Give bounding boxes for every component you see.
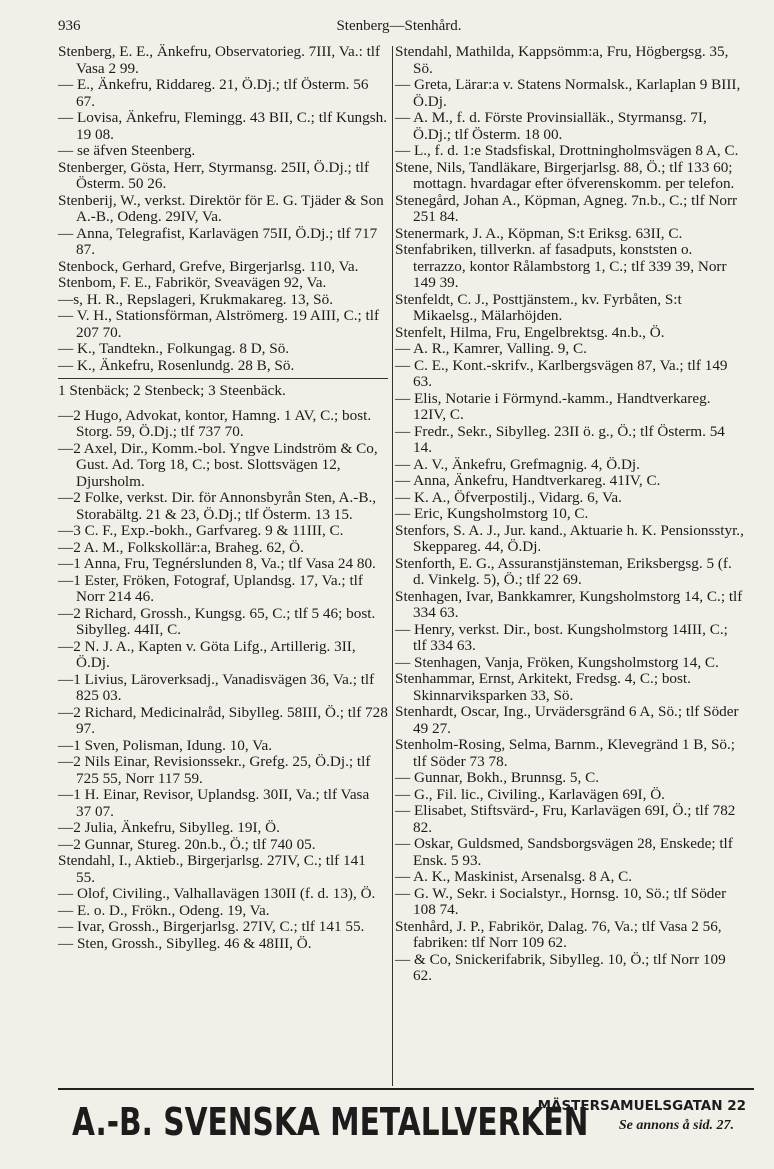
directory-entry: Stenforth, E. G., Assuranstjänsteman, Eriksbergsg. 5 (f. d. Vinkelg. 5), Ö.; tlf 22 69. [395, 554, 732, 588]
directory-entry: — L., f. d. 1:e Stadsfiskal, Drottningholmsvägen 8 A, C. [395, 142, 739, 159]
directory-entry: —1 Anna, Fru, Tegnérslunden 8, Va.; tlf Vasa 24 80. [58, 555, 376, 572]
directory-entry: —2 Nils Einar, Revisionssekr., Grefg. 25, Ö.Dj.; tlf 725 55, Norr 117 59. [58, 753, 371, 787]
directory-entry: Stenholm-Rosing, Selma, Barnm., Klevegränd 1 B, Sö.; tlf Söder 73 78. [395, 736, 736, 770]
directory-entry: —1 Ester, Fröken, Fotograf, Uplandsg. 17, Va.; tlf Norr 214 46. [58, 571, 363, 605]
directory-entry: — K., Tandtekn., Folkungag. 8 D, Sö. [58, 340, 290, 357]
left-entries [58, 44, 388, 374]
directory-entry: — Fredr., Sekr., Sibylleg. 23II ö. g., Ö.; tlf Österm. 54 14. [395, 422, 725, 456]
directory-entry: — Olof, Civiling., Valhallavägen 130II (f. d. 13), Ö. [58, 885, 376, 902]
directory-entry: — Eric, Kungsholmstorg 10, C. [395, 505, 589, 522]
directory-entry: — Henry, verkst. Dir., bost. Kungsholmstorg 14III, C.; tlf 334 63. [395, 620, 728, 654]
directory-entry: — Oskar, Guldsmed, Sandsborgsvägen 28, Enskede; tlf Ensk. 5 93. [395, 835, 733, 869]
directory-entry: —2 Axel, Dir., Komm.-bol. Yngve Lindström & Co, Gust. Ad. Torg 18, C.; bost. Slottsvägen 12, Djursholm. [58, 439, 378, 490]
directory-entry: — Greta, Lärar:a v. Statens Normalsk., Karlaplan 9 BIII, Ö.Dj. [395, 76, 741, 110]
directory-entry: — C. E., Kont.-skrifv., Karlbergsvägen 87, Va.; tlf 149 63. [395, 356, 728, 390]
directory-entry: —1 Livius, Läroverksadj., Vanadisvägen 36, Va.; tlf 825 03. [58, 670, 375, 704]
directory-entry: Stenhardt, Oscar, Ing., Urvädersgränd 6 A, Sö.; tlf Söder 49 27. [395, 703, 739, 737]
directory-entry: —s, H. R., Repslageri, Krukmakareg. 13, Sö. [58, 290, 334, 308]
directory-entry: — E. o. D., Frökn., Odeng. 19, Va. [58, 901, 270, 919]
directory-entry: Stenfabriken, tillverkn. af fasadputs, konststen o. terrazzo, kontor Rålambstorg 1, C.; tlf 339 39, Norr 149 39. [395, 241, 727, 291]
directory-entry: Stene, Nils, Tandläkare, Birgerjarlsg. 88, Ö.; tlf 133 60; mottagn. hvardagar efter öfverenskomm. per telefon. [395, 158, 735, 192]
column-divider [392, 46, 393, 1086]
directory-entry: Stenhård, J. P., Fabrikör, Dalag. 76, Va.; tlf Vasa 2 56, fabriken: tlf Norr 109 62. [395, 917, 722, 951]
directory-entry: — G. W., Sekr. i Socialstyr., Hornsg. 10, Sö.; tlf Söder 108 74. [395, 884, 727, 918]
directory-entry: Stenhammar, Ernst, Arkitekt, Fredsg. 4, C.; bost. Skinnarviksparken 33, Sö. [395, 670, 691, 704]
left-column [58, 44, 388, 952]
directory-entry: —2 Julia, Änkefru, Sibylleg. 19I, Ö. [58, 819, 280, 836]
directory-entry: — Ivar, Grossh., Birgerjarlsg. 27IV, C.; tlf 141 55. [58, 918, 365, 935]
page-number: 936 [58, 18, 81, 34]
directory-entry: —1 Sven, Polisman, Idung. 10, Va. [58, 736, 273, 754]
running-title: Stenberg—Stenhård. [336, 18, 462, 34]
directory-entry: — Anna, Änkefru, Handtverkareg. 41IV, C. [395, 472, 661, 489]
directory-entry: —3 C. F., Exp.-bokh., Garfvareg. 9 & 11III, C. [58, 522, 344, 539]
advertiser-address: MÄSTERSAMUELSGATAN 22 [537, 1098, 746, 1114]
page-header [58, 18, 740, 40]
directory-entry: Stenbock, Gerhard, Grefve, Birgerjarlsg. 110, Va. [58, 257, 359, 275]
directory-entry: — & Co, Snickerifabrik, Sibylleg. 10, Ö.; tlf Norr 109 62. [395, 950, 726, 984]
directory-entry: — se äfven Steenberg. [58, 142, 196, 159]
directory-entry: Stendahl, I., Aktieb., Birgerjarlsg. 27IV, C.; tlf 141 55. [58, 852, 366, 886]
right-entries [395, 44, 745, 985]
directory-entry: Stenfeldt, C. J., Posttjänstem., kv. Fyrbåten, S:t Mikaelsg., Mälarhöjden. [395, 290, 682, 324]
directory-entry: —2 Richard, Medicinalråd, Sibylleg. 58III, Ö.; tlf 728 97. [58, 703, 388, 737]
directory-entry: — A. K., Maskinist, Arsenalsg. 8 A, C. [395, 868, 633, 885]
section-heading: 1 Stenbäck; 2 Stenbeck; 3 Steenbäck. [58, 378, 388, 400]
directory-entry: Stenhagen, Ivar, Bankkamrer, Kungsholmstorg 14, C.; tlf 334 63. [395, 587, 743, 621]
directory-entry: —2 A. M., Folkskollär:a, Braheg. 62, Ö. [58, 538, 304, 556]
directory-entry: Stenermark, J. A., Köpman, S:t Eriksg. 63II, C. [395, 224, 683, 242]
directory-entry: — Anna, Telegrafist, Karlavägen 75II, Ö.Dj.; tlf 717 87. [58, 224, 378, 258]
advertisement-banner [58, 1088, 754, 1152]
directory-entry: Stenfelt, Hilma, Fru, Engelbrektsg. 4n.b., Ö. [395, 323, 665, 341]
directory-entry: — Sten, Grossh., Sibylleg. 46 & 48III, Ö. [58, 934, 312, 952]
directory-entry: Stenbom, F. E., Fabrikör, Sveavägen 92, Va. [58, 274, 327, 291]
advertisement-reference: Se annons å sid. 27. [618, 1118, 734, 1133]
directory-entry: — G., Fil. lic., Civiling., Karlavägen 69I, Ö. [395, 785, 665, 803]
directory-entry: —2 Hugo, Advokat, kontor, Hamng. 1 AV, C.; bost. Storg. 59, Ö.Dj.; tlf 737 70. [58, 406, 372, 440]
directory-entry: Stenberger, Gösta, Herr, Styrmansg. 25II, Ö.Dj.; tlf Österm. 50 26. [58, 158, 370, 192]
directory-entry: — A. V., Änkefru, Grefmagnig. 4, Ö.Dj. [395, 455, 640, 473]
advertiser-name: A.-B. SVENSKA METALLVERKEN [72, 1100, 589, 1144]
directory-entry: —2 N. J. A., Kapten v. Göta Lifg., Artillerig. 3II, Ö.Dj. [58, 637, 356, 671]
directory-entry: —1 H. Einar, Revisor, Uplandsg. 30II, Va.; tlf Vasa 37 07. [58, 786, 370, 820]
directory-entry: — K., Änkefru, Rosenlundg. 28 B, Sö. [58, 356, 295, 374]
directory-entry: —2 Richard, Grossh., Kungsg. 65, C.; tlf 5 46; bost. Sibylleg. 44II, C. [58, 604, 376, 638]
directory-entry: — E., Änkefru, Riddareg. 21, Ö.Dj.; tlf Österm. 56 67. [58, 76, 369, 110]
directory-entry: —2 Gunnar, Stureg. 20n.b., Ö.; tlf 740 05. [58, 835, 316, 853]
directory-entry: — Lovisa, Änkefru, Flemingg. 43 BII, C.; tlf Kungsh. 19 08. [58, 109, 388, 143]
directory-entry: Stenfors, S. A. J., Jur. kand., Aktuarie h. K. Pensionsstyr., Skeppareg. 44, Ö.Dj. [395, 521, 744, 555]
directory-entry: — A. M., f. d. Förste Provinsialläk., Styrmansg. 7I, Ö.Dj.; tlf Österm. 18 00. [395, 109, 707, 143]
directory-entry: — Stenhagen, Vanja, Fröken, Kungsholmstorg 14, C. [395, 653, 719, 671]
directory-entry: Stenberij, W., verkst. Direktör för E. G. Tjäder & Son A.-B., Odeng. 29IV, Va. [58, 191, 384, 225]
directory-entry: — Elis, Notarie i Förmynd.-kamm., Handtverkareg. 12IV, C. [395, 389, 711, 423]
directory-entry: Stenberg, E. E., Änkefru, Observatorieg. 7III, Va.: tlf Vasa 2 99. [58, 43, 381, 77]
left-entries-2 [58, 408, 388, 953]
directory-entry: — A. R., Kamrer, Valling. 9, C. [395, 340, 587, 357]
directory-entry: —2 Folke, verkst. Dir. för Annonsbyrån Sten, A.-B., Storabältg. 21 & 23, Ö.Dj.; tlf Österm. 13 15. [58, 489, 377, 523]
right-column [395, 44, 745, 985]
directory-entry: — V. H., Stationsförman, Alströmerg. 19 AIII, C.; tlf 207 70. [58, 307, 380, 341]
directory-entry: — Elisabet, Stiftsvärd-, Fru, Karlavägen 69I, Ö.; tlf 782 82. [395, 802, 736, 836]
directory-entry: — Gunnar, Bokh., Brunnsg. 5, C. [395, 769, 599, 786]
directory-entry: Stenegård, Johan A., Köpman, Agneg. 7n.b., C.; tlf Norr 251 84. [395, 191, 738, 225]
directory-entry: Stendahl, Mathilda, Kappsömm:a, Fru, Högbergsg. 35, Sö. [395, 43, 729, 77]
directory-entry: — K. A., Öfverpostilj., Vidarg. 6, Va. [395, 488, 622, 506]
